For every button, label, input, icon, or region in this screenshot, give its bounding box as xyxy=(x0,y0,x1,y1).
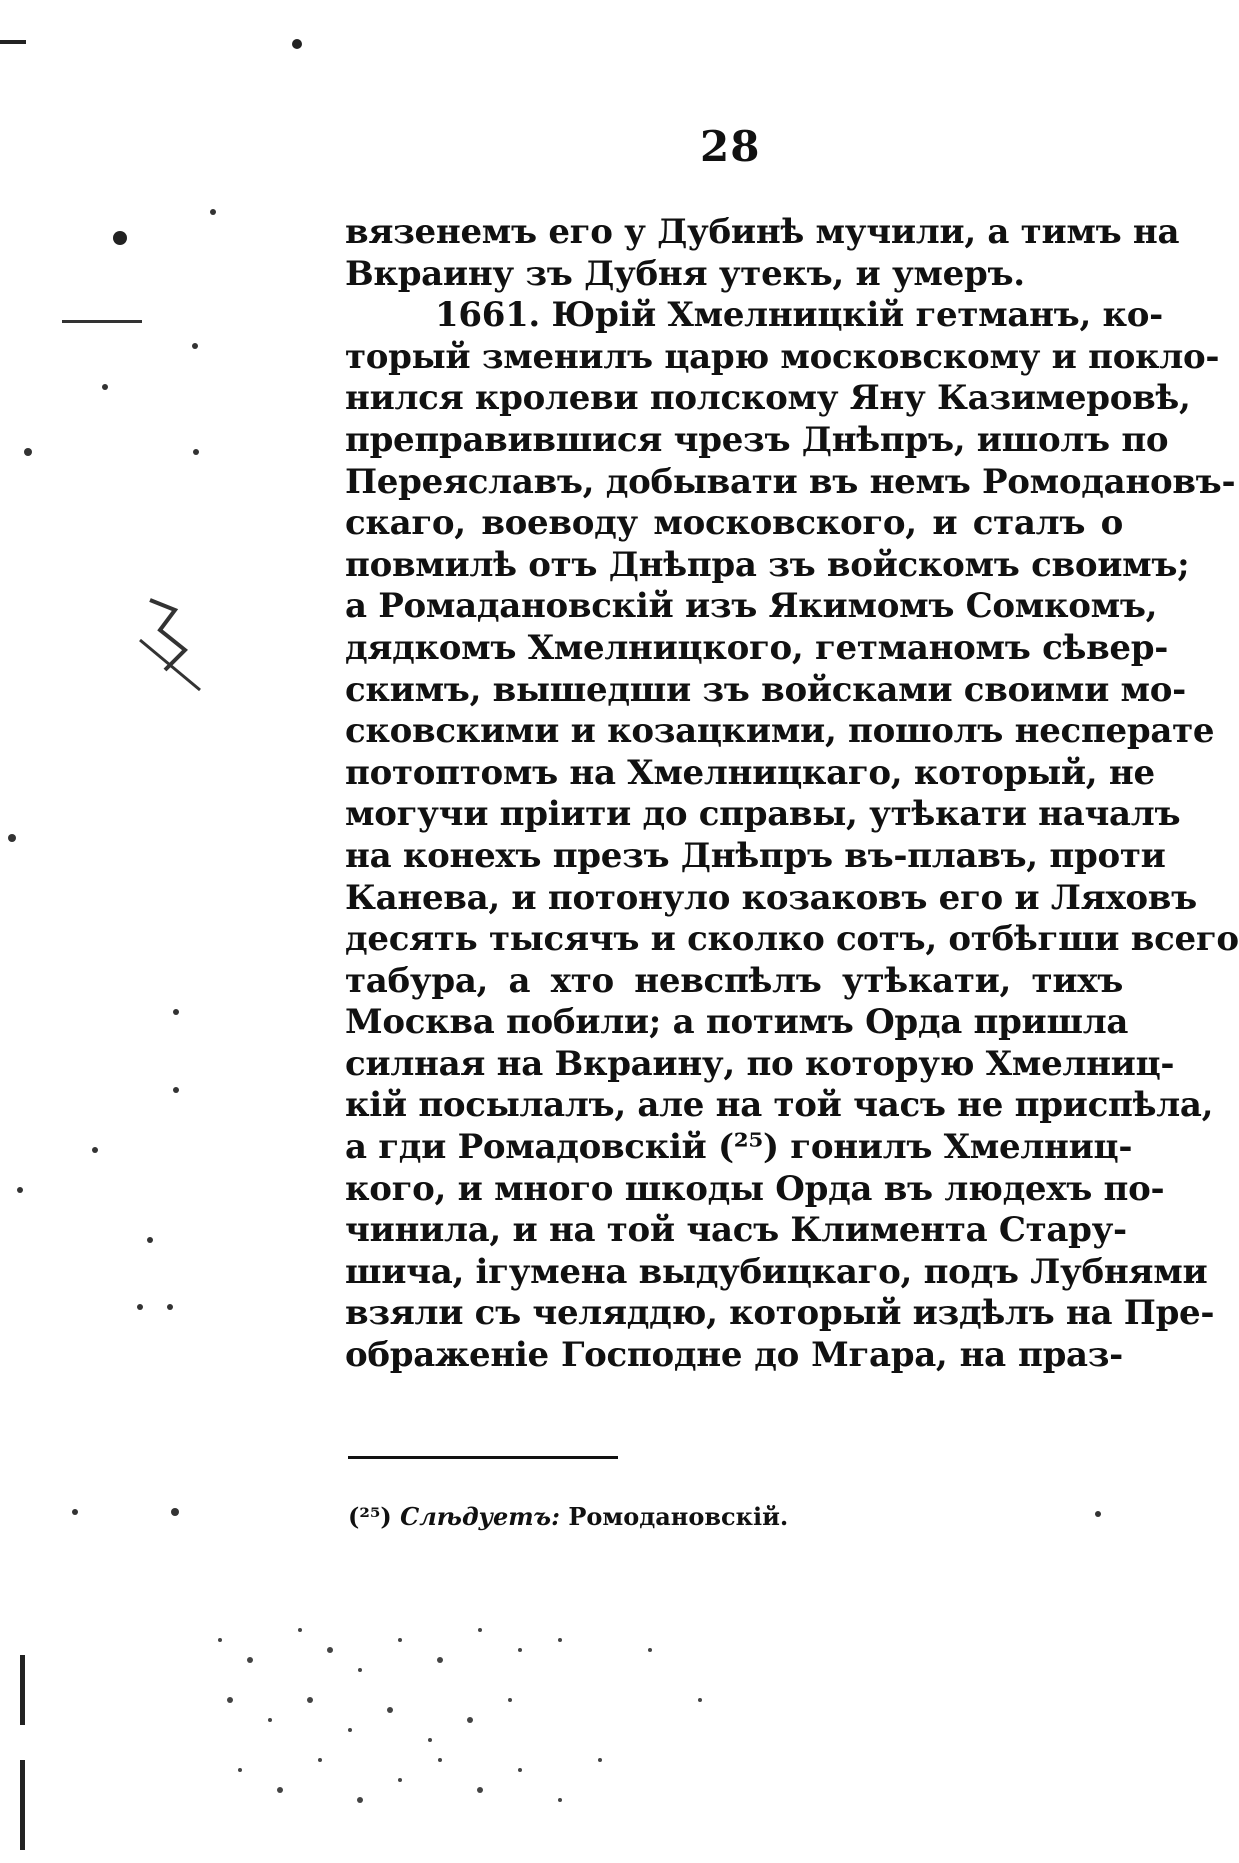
text-line: сковскими и козацкими, пошолъ несперате xyxy=(345,711,1215,752)
text-line: нился кролеви полскому Яну Казимеровѣ, xyxy=(345,378,1191,419)
text-line: кого, и много шкоды Орда въ людехъ по- xyxy=(345,1168,1165,1209)
text-line: ображеніе Господне до Мгара, на праз- xyxy=(345,1335,1123,1376)
speck xyxy=(1095,1511,1101,1517)
speck xyxy=(147,1237,153,1243)
text-line: торый зменилъ царю московскому и покло- xyxy=(345,336,1220,377)
speck xyxy=(72,1509,78,1515)
speck xyxy=(192,343,198,349)
speck xyxy=(102,384,108,390)
text-line: табура, а хто невспѣлъ утѣкати, тихъ xyxy=(345,960,1123,1001)
margin-mark xyxy=(62,320,142,323)
speck xyxy=(113,231,127,245)
text-line: скаго, воеводу московского, и сталъ о xyxy=(345,503,1123,544)
speck xyxy=(292,39,302,49)
footnote-marker: (²⁵) xyxy=(348,1502,392,1531)
text-line: а гди Ромадовскій (²⁵) гонилъ Хмелниц- xyxy=(345,1127,1133,1168)
footnote-rule xyxy=(348,1456,618,1459)
text-line: чинила, и на той часъ Климента Стару- xyxy=(345,1210,1127,1251)
text-line: потоптомъ на Хмелницкаго, который, не xyxy=(345,752,1155,793)
speck xyxy=(24,448,32,456)
text-line: Канева, и потонуло козаковъ его и Ляховъ xyxy=(345,877,1197,918)
footnote-label: Слѣдуетъ: xyxy=(400,1502,560,1531)
speck xyxy=(8,834,16,842)
speck xyxy=(193,449,199,455)
text-line: десять тысячъ и сколко сотъ, отбѣгши всего xyxy=(345,919,1239,960)
text-line: Вкраину зъ Дубня утекъ, и умеръ. xyxy=(345,253,1025,294)
text-line: взяли съ челяддю, который издѣлъ на Пре- xyxy=(345,1293,1215,1334)
speck xyxy=(17,1187,23,1193)
margin-mark xyxy=(0,40,26,44)
bottom-noise xyxy=(218,1628,702,1803)
body-text xyxy=(345,212,1239,1377)
text-line: кій посылалъ, але на той часъ не приспѣла, xyxy=(345,1085,1214,1126)
text-line: а Ромадановскій изъ Якимомъ Сомкомъ, xyxy=(345,586,1158,627)
text-line: могучи пріити до справы, утѣкати началъ xyxy=(345,794,1181,835)
speck xyxy=(171,1508,179,1516)
text-line: 1661. Юрій Хмелницкій гетманъ, ко- xyxy=(435,295,1163,336)
text-line: Переяславъ, добывати въ немъ Ромодановъ- xyxy=(345,461,1236,502)
text-line: на конехъ презъ Днѣпръ въ-плавъ, проти xyxy=(345,835,1166,876)
text-line: преправившися чрезъ Днѣпръ, ишолъ по xyxy=(345,419,1169,460)
text-line: вязенемъ его у Дубинѣ мучили, а тимъ на xyxy=(345,212,1180,252)
speck xyxy=(173,1087,179,1093)
margin-mark xyxy=(140,640,200,690)
text-line: шича, ігумена выдубицкаго, подъ Лубнями xyxy=(345,1251,1208,1292)
speck xyxy=(167,1304,173,1310)
text-line: скимъ, вышедши зъ войсками своими мо- xyxy=(345,669,1186,710)
page-number: 28 xyxy=(700,122,761,171)
text-line: Москва побили; а потимъ Орда пришла xyxy=(345,1002,1129,1043)
text-line: дядкомъ Хмелницкого, гетманомъ сѣвер- xyxy=(345,627,1169,668)
speck xyxy=(210,209,216,215)
margin-mark xyxy=(20,1760,25,1850)
speck xyxy=(173,1009,179,1015)
text-line: силная на Вкраину, по которую Хмелниц- xyxy=(345,1043,1175,1084)
footnote-text: Ромодановскій. xyxy=(568,1502,789,1531)
footnote xyxy=(348,1502,788,1531)
margin-mark xyxy=(150,600,185,670)
text-line: повмилѣ отъ Днѣпра зъ войскомъ своимъ; xyxy=(345,544,1190,585)
speck xyxy=(92,1147,98,1153)
speck xyxy=(137,1304,143,1310)
margin-mark xyxy=(20,1655,25,1725)
